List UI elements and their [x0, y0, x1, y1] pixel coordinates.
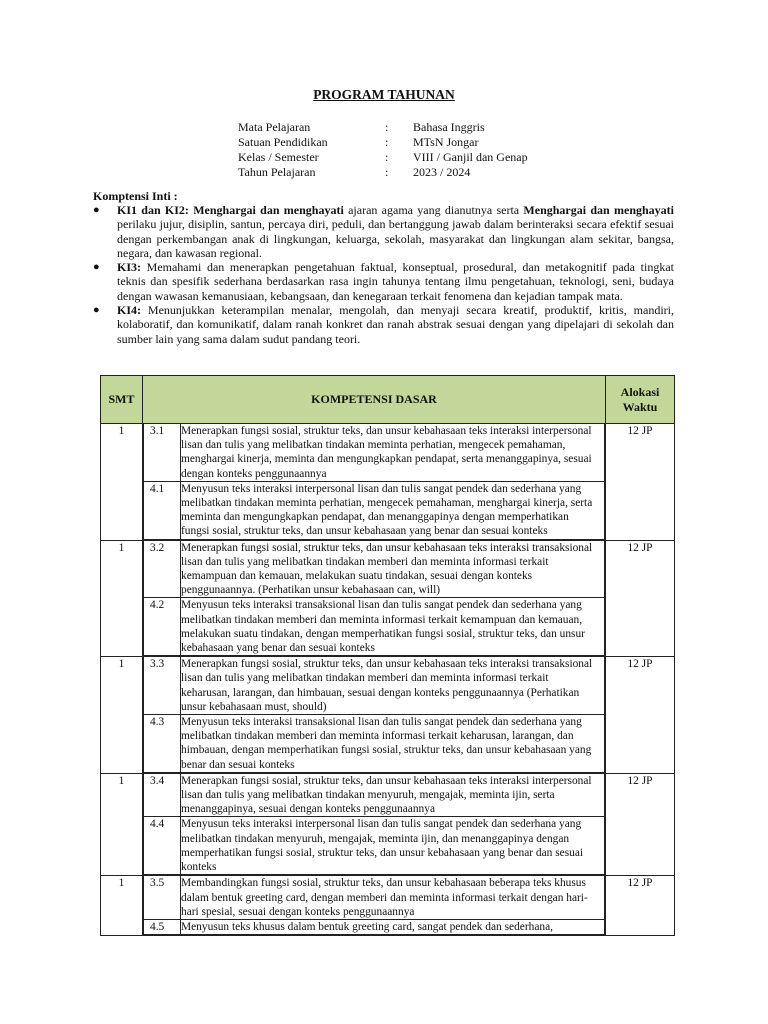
kd-number: 3.5: [144, 876, 181, 919]
smt-cell: 1: [101, 876, 143, 936]
ki-item-3: [93, 260, 674, 303]
ki-lead: KI4:: [117, 303, 141, 318]
kd-number: 3.3: [144, 657, 181, 714]
info-value: Bahasa Inggris: [413, 120, 485, 134]
info-colon: :: [385, 135, 389, 149]
kd-number: 3.4: [144, 774, 181, 817]
ki-mid: ajaran agama yang dianutnya serta: [343, 203, 524, 217]
ki-item-4: [93, 303, 674, 346]
ki-bold: Menghargai dan menghayati: [523, 203, 674, 217]
ki-lead: KI3:: [117, 260, 141, 275]
kd-number: 3.2: [144, 541, 181, 598]
kd-row: [144, 598, 605, 656]
kd-number: 3.1: [144, 424, 181, 481]
ki-text: [117, 303, 674, 346]
info-value: MTsN Jongar: [413, 135, 479, 149]
info-row-subject: [238, 120, 528, 135]
kd-row: [144, 657, 605, 714]
ki-list: [93, 203, 674, 346]
kd-row: [144, 876, 605, 919]
kd-inner: [143, 657, 605, 773]
smt-cell: 1: [101, 657, 143, 774]
kd-number: 4.1: [144, 481, 181, 539]
kd-cell: [143, 540, 606, 657]
kd-group-row: [101, 773, 675, 875]
info-row-year: [238, 165, 528, 180]
kd-group-row: [101, 424, 675, 541]
bullet-icon: ●: [93, 261, 100, 274]
info-colon: :: [385, 150, 389, 164]
ki-heading: Komptensi Inti :: [93, 189, 178, 203]
kd-inner: [143, 541, 605, 657]
kd-text: Menyusun teks interaksi transaksional lisan dan tulis sangat pendek dan sederhana yang melibatkan tindakan memberi dan meminta informasi terkait kemampuan dan kemauan, melakukan suatu tindakan, dengan memperhatikan fungsi sosial, struktur teks, dan unsur kebahasaan yang benar dan sesuai konteks: [181, 598, 605, 656]
kd-cell: [143, 657, 606, 774]
info-label: Tahun Pelajaran: [238, 165, 316, 179]
kd-text: Menerapkan fungsi sosial, struktur teks, dan unsur kebahasaan teks interaksi transaksional lisan dan tulis yang melibatkan tindakan memberi dan meminta informasi terkait keharusan, larangan, dan himbauan, sesuai dengan konteks penggunaannya (Perhatikan unsur kebahasaan must, should): [181, 657, 605, 714]
kd-row: [144, 774, 605, 817]
kd-row: [144, 424, 605, 481]
kd-table: [100, 375, 675, 936]
info-value: VIII / Ganjil dan Genap: [413, 150, 528, 164]
ki-bold: Menghargai dan menghayati: [193, 203, 344, 217]
kd-row: [144, 919, 605, 934]
smt-cell: 1: [101, 540, 143, 657]
kd-text: Menerapkan fungsi sosial, struktur teks, dan unsur kebahasaan teks interaksi interpersonal lisan dan tulis yang melibatkan tindakan meminta perhatian, mengecek pemahaman, menghargai kinerja, meminta dan mengungkapkan pendapat, serta menanggapinya, sesuai dengan konteks penggunaannya: [181, 424, 605, 481]
bullet-icon: ●: [93, 204, 100, 216]
header-alokasi: Alokasi Waktu: [606, 376, 675, 424]
kd-row: [144, 817, 605, 875]
kd-number: 4.3: [144, 715, 181, 773]
kd-group-row: [101, 657, 675, 774]
kd-header-row: [101, 376, 675, 424]
info-value: 2023 / 2024: [413, 165, 471, 179]
ki-lead: KI1 dan KI2:: [117, 203, 189, 217]
ki-text: [117, 203, 674, 260]
ki-rest: Memahami dan menerapkan pengetahuan faktual, konseptual, prosedural, dan metakognitif pada tingkat teknis dan spesifik sederhana berdasarkan rasa ingin tahunya tentang ilmu pengetahuan, teknologi, seni, budaya dengan wawasan kemanusiaan, kebangsaan, dan kenegaraan terkait fenomena dan kejadian tampak mata.: [117, 260, 674, 303]
kd-cell: [143, 424, 606, 541]
kd-text: Menyusun teks interaksi interpersonal lisan dan tulis sangat pendek dan sederhana yang melibatkan tindakan menyuruh, mengajak, meminta ijin, dan menanggapinya dengan memperhatikan fungsi sosial, struktur teks, dan unsur kebahasaan yang benar dan sesuai konteks: [181, 817, 605, 875]
alokasi-cell: 12 JP: [606, 773, 675, 875]
alokasi-cell: 12 JP: [606, 657, 675, 774]
page-title: PROGRAM TAHUNAN: [313, 87, 455, 102]
kd-group-row: [101, 540, 675, 657]
smt-cell: 1: [101, 773, 143, 875]
alokasi-cell: 12 JP: [606, 540, 675, 657]
info-label: Mata Pelajaran: [238, 120, 311, 134]
kd-group-row: [101, 876, 675, 936]
ki-rest: perilaku jujur, disiplin, santun, percaya diri, peduli, dan bertanggung jawab dalam berinteraksi secara efektif sesuai dengan perkembangan anak di lingkungan, keluarga, sekolah, masyarakat dan lingkungan alam sekitar, bangsa, negara, dan kawasan regional.: [117, 217, 674, 260]
info-label: Kelas / Semester: [238, 150, 319, 164]
header-kd: KOMPETENSI DASAR: [143, 376, 606, 424]
info-label: Satuan Pendidikan: [238, 135, 328, 149]
kd-number: 4.2: [144, 598, 181, 656]
kd-text: Menyusun teks interaksi interpersonal lisan dan tulis sangat pendek dan sederhana yang melibatkan tindakan meminta perhatian, mengecek pemahaman, menghargai kinerja, serta meminta dan mengungkapkan pendapat, dan menanggapinya dengan memperhatikan fungsi sosial, struktur teks, dan unsur kebahasaan yang benar dan sesuai konteks: [181, 481, 605, 539]
info-block: [238, 120, 528, 180]
kd-inner: [143, 774, 605, 875]
kd-cell: [143, 876, 606, 936]
smt-cell: 1: [101, 424, 143, 541]
info-row-class: [238, 150, 528, 165]
kd-inner: [143, 424, 605, 540]
info-colon: :: [385, 120, 389, 134]
kd-inner: [143, 876, 605, 935]
kd-number: 4.5: [144, 919, 181, 934]
kd-text: Menerapkan fungsi sosial, struktur teks, dan unsur kebahasaan teks interaksi transaksional lisan dan tulis yang melibatkan tindakan memberi dan meminta informasi terkait kemampuan dan kemauan, melakukan suatu tindakan, sesuai dengan konteks penggunaannya. (Perhatikan unsur kebahasaan can, will): [181, 541, 605, 598]
kd-row: [144, 481, 605, 539]
alokasi-cell: 12 JP: [606, 876, 675, 936]
ki-item-1-2: [93, 203, 674, 260]
kd-row: [144, 715, 605, 773]
kd-number: 4.4: [144, 817, 181, 875]
header-smt: SMT: [101, 376, 143, 424]
kd-text: Menerapkan fungsi sosial, struktur teks, dan unsur kebahasaan teks interaksi interpersonal lisan dan tulis yang melibatkan tindakan menyuruh, mengajak, meminta ijin, serta menanggapinya, sesuai dengan konteks penggunaannya: [181, 774, 605, 817]
info-row-school: [238, 135, 528, 150]
kd-text: Menyusun teks interaksi transaksional lisan dan tulis sangat pendek dan sederhana yang melibatkan tindakan memberi dan meminta informasi terkait keharusan, larangan, dan himbauan, dengan memperhatikan fungsi sosial, struktur teks, dan unsur kebahasaan yang benar dan sesuai konteks: [181, 715, 605, 773]
bullet-icon: ●: [93, 304, 100, 317]
kd-text: Menyusun teks khusus dalam bentuk greeting card, sangat pendek dan sederhana,: [181, 919, 605, 934]
kd-cell: [143, 773, 606, 875]
alokasi-cell: 12 JP: [606, 424, 675, 541]
ki-text: [117, 260, 674, 303]
ki-rest: Menunjukkan keterampilan menalar, mengolah, dan menyaji secara kreatif, produktif, kritis, mandiri, kolaboratif, dan komunikatif, dalam ranah konkret dan ranah abstrak sesuai dengan yang dipelajari di sekolah dan sumber lain yang sama dalam sudut pandang teori.: [117, 303, 674, 346]
info-colon: :: [385, 165, 389, 179]
kd-row: [144, 541, 605, 598]
kd-text: Membandingkan fungsi sosial, struktur teks, dan unsur kebahasaan beberapa teks khusus dalam bentuk greeting card, dengan memberi dan meminta informasi terkait dengan hari-hari spesial, sesuai dengan konteks penggunaannya: [181, 876, 605, 919]
